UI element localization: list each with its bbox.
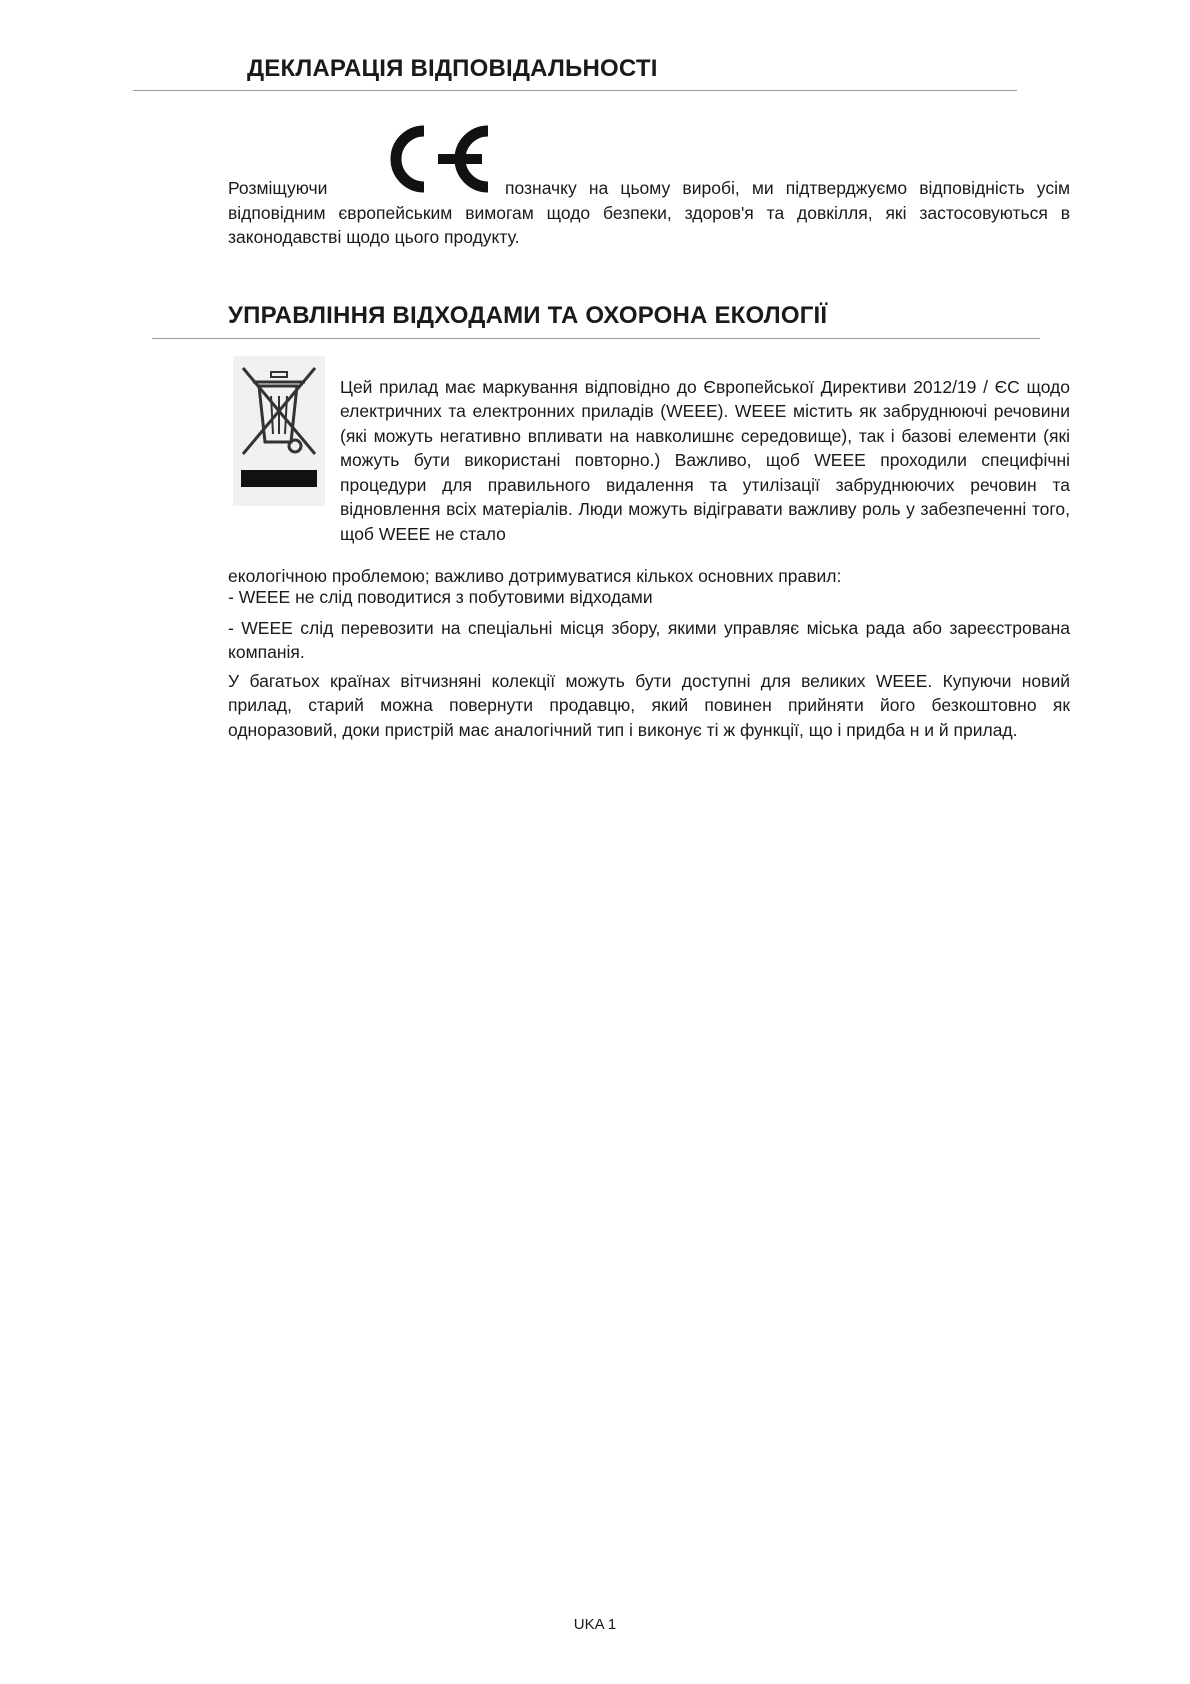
ce-mark-icon: [380, 123, 498, 195]
declaration-heading: ДЕКЛАРАЦІЯ ВІДПОВІДАЛЬНОСТІ: [247, 55, 658, 82]
weee-intro-text: Цей прилад має маркування відповідно до Європейської Директиви 2012/19 / ЄС щодо електричних та електронних приладів (WEEE). WEEE містить як забруднюючі речовини (які можуть негативно впливати на навколишнє середовище), так і базові елементи (які можуть бути використані повторно.) Важливо, щоб WEEE проходили специфічні процедури для правильного видалення та утилізації забруднюючих речовин та відновлення всіх матеріалів. Люди можуть відігравати важливу роль у забезпеченні того, щоб WEEE не стало: [340, 376, 1070, 544]
declaration-lead: Розміщуючи: [228, 178, 328, 198]
waste-heading: УПРАВЛІННЯ ВІДХОДАМИ ТА ОХОРОНА ЕКОЛОГІЇ: [228, 302, 828, 329]
declaration-line1: позначку на цьому виробі, ми підтверджуємо відповідність усім: [505, 178, 1070, 198]
declaration-tail: відповідним європейським вимогам щодо безпеки, здоров'я та довкілля, які застосовуються в законодавстві щодо цього продукту.: [228, 202, 1070, 247]
declaration-divider: [133, 90, 1017, 91]
weee-paragraph: [228, 357, 1070, 606]
waste-divider: [152, 338, 1040, 339]
weee-rule-household: - WEEE не слід поводитися з побутовими відходами: [228, 587, 653, 607]
weee-intro-continuation: екологічною проблемою; важливо дотримуватися кількох основних правил:: [228, 565, 842, 586]
weee-rules: [228, 585, 1070, 746]
page-number: UKA 1: [573, 1616, 617, 1633]
weee-closing-paragraph: У багатьох країнах вітчизняні колекції можуть бути доступні для великих WEEE. Купуючи новий прилад, старий можна повернути продавцю, який повинен прийняти його безкоштовно як одноразовий, доки пристрій має аналогічний тип і виконує ті ж функції, що і придба н и й прилад.: [228, 670, 1070, 740]
weee-rule-collection: - WEEE слід перевозити на спеціальні місця збору, якими управляє міська рада або зареєстрована компанія.: [228, 617, 1070, 662]
